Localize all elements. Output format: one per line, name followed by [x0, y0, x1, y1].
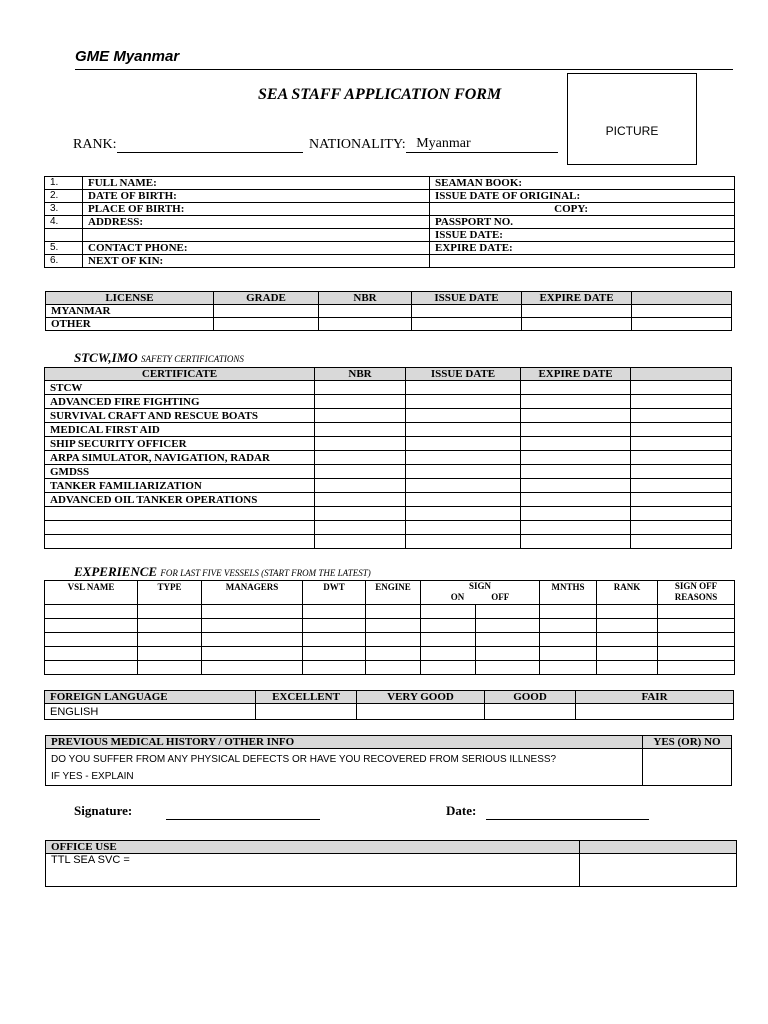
managers-cell[interactable]	[202, 647, 303, 661]
certificate-name: GMDSS	[45, 465, 315, 479]
expire-date-cell[interactable]	[521, 409, 631, 423]
engine-cell[interactable]	[366, 619, 421, 633]
nbr-header: NBR	[319, 292, 412, 305]
blank-cell[interactable]	[631, 423, 732, 437]
license-table	[45, 291, 732, 331]
table-row	[45, 479, 732, 493]
rank-cell[interactable]	[597, 661, 658, 675]
ttl-sea-svc: TTL SEA SVC =	[46, 854, 580, 887]
table-row	[45, 647, 735, 661]
rank-cell[interactable]	[597, 605, 658, 619]
issue-date-cell[interactable]	[406, 437, 521, 451]
type-cell[interactable]	[138, 647, 202, 661]
expire-date-cell[interactable]	[521, 465, 631, 479]
certificate-name: TANKER FAMILIARIZATION	[45, 479, 315, 493]
experience-table	[44, 580, 735, 675]
blank-cell[interactable]	[631, 381, 732, 395]
copy-field[interactable]: COPY:	[430, 203, 735, 216]
stcw-section-title	[74, 350, 244, 366]
sign-off-cell[interactable]	[476, 661, 540, 675]
certificates-table	[44, 367, 732, 549]
certificate-name: SHIP SECURITY OFFICER	[45, 437, 315, 451]
experience-subtitle: FOR LAST FIVE VESSELS (START FROM THE LATEST)	[160, 568, 371, 578]
type-header: TYPE	[138, 581, 202, 605]
form-title: SEA STAFF APPLICATION FORM	[258, 86, 502, 103]
row-number: 5.	[45, 242, 83, 255]
signature-row	[74, 803, 132, 819]
contact-phone-field[interactable]: CONTACT PHONE:	[83, 242, 430, 255]
blank-cell[interactable]	[631, 465, 732, 479]
very-good-cell[interactable]	[357, 704, 485, 720]
table-row	[45, 229, 735, 242]
blank-field[interactable]	[430, 255, 735, 268]
header-divider	[75, 69, 733, 70]
table-row	[45, 395, 732, 409]
issue-date-original-field[interactable]: ISSUE DATE OF ORIGINAL:	[430, 190, 735, 203]
grade-cell[interactable]	[214, 318, 319, 331]
mnths-cell[interactable]	[540, 605, 597, 619]
picture-label: PICTURE	[605, 124, 659, 138]
certificate-name: STCW	[45, 381, 315, 395]
certificate-name: ADVANCED OIL TANKER OPERATIONS	[45, 493, 315, 507]
nbr-cell[interactable]	[315, 451, 406, 465]
nationality-value: Myanmar	[416, 136, 471, 151]
expire-date-field[interactable]: EXPIRE DATE:	[430, 242, 735, 255]
expire-date-cell[interactable]	[521, 507, 631, 521]
blank-cell[interactable]	[631, 451, 732, 465]
table-row	[45, 381, 732, 395]
license-header: LICENSE	[46, 292, 214, 305]
sign-label: SIGN	[468, 581, 491, 591]
reasons-cell[interactable]	[658, 619, 735, 633]
vsl-name-cell[interactable]	[45, 619, 138, 633]
blank-cell[interactable]	[631, 437, 732, 451]
table-row	[46, 749, 732, 786]
blank-cell[interactable]	[632, 305, 732, 318]
blank-cell[interactable]	[631, 507, 732, 521]
foreign-language-header: FOREIGN LANGUAGE	[45, 691, 256, 704]
table-row	[45, 619, 735, 633]
table-row	[45, 255, 735, 268]
vsl-name-cell[interactable]	[45, 647, 138, 661]
certificate-name: ADVANCED FIRE FIGHTING	[45, 395, 315, 409]
nbr-cell[interactable]	[315, 493, 406, 507]
issue-date-cell[interactable]	[412, 305, 522, 318]
table-header-row	[46, 841, 737, 854]
mnths-header: MNTHS	[540, 581, 597, 605]
table-header-row	[45, 691, 734, 704]
table-header-row	[45, 581, 735, 605]
reasons-cell[interactable]	[658, 633, 735, 647]
table-row	[45, 409, 732, 423]
dwt-cell[interactable]	[303, 633, 366, 647]
sign-on-cell[interactable]	[421, 661, 476, 675]
table-row	[46, 854, 737, 887]
issue-date-cell[interactable]	[406, 479, 521, 493]
office-use-table	[45, 840, 737, 887]
engine-cell[interactable]	[366, 661, 421, 675]
medical-history-header: PREVIOUS MEDICAL HISTORY / OTHER INFO	[46, 736, 643, 749]
managers-cell[interactable]	[202, 633, 303, 647]
medical-explain: IF YES - EXPLAIN	[51, 771, 134, 782]
place-of-birth-field[interactable]: PLACE OF BIRTH:	[83, 203, 430, 216]
expire-date-header: EXPIRE DATE	[522, 292, 632, 305]
sign-on-cell[interactable]	[421, 633, 476, 647]
experience-title: EXPERIENCE	[74, 564, 158, 579]
date-label: Date:	[446, 803, 477, 818]
mnths-cell[interactable]	[540, 647, 597, 661]
vsl-name-cell[interactable]	[45, 633, 138, 647]
row-number: 4.	[45, 216, 83, 229]
expire-date-cell[interactable]	[521, 535, 631, 549]
excellent-header: EXCELLENT	[256, 691, 357, 704]
nbr-cell[interactable]	[315, 423, 406, 437]
table-row	[45, 203, 735, 216]
sign-off-cell[interactable]	[476, 619, 540, 633]
dwt-cell[interactable]	[303, 647, 366, 661]
fair-cell[interactable]	[576, 704, 734, 720]
issue-date-field[interactable]: ISSUE DATE:	[430, 229, 735, 242]
yes-no-cell[interactable]	[643, 749, 732, 786]
rank-label: RANK:	[73, 137, 117, 152]
row-number: 3.	[45, 203, 83, 216]
certificate-name: ARPA SIMULATOR, NAVIGATION, RADAR	[45, 451, 315, 465]
expire-date-cell[interactable]	[521, 423, 631, 437]
yes-no-header: YES (OR) NO	[643, 736, 732, 749]
blank-cell[interactable]	[632, 318, 732, 331]
engine-header: ENGINE	[366, 581, 421, 605]
nbr-cell[interactable]	[315, 479, 406, 493]
vsl-name-header: VSL NAME	[45, 581, 138, 605]
picture-box[interactable]	[567, 73, 697, 165]
personal-info-table	[44, 176, 735, 268]
office-use-blank-header	[580, 841, 737, 854]
reasons-cell[interactable]	[658, 647, 735, 661]
rank-row	[73, 136, 303, 153]
stcw-title: STCW,IMO	[74, 350, 138, 365]
sign-off-cell[interactable]	[476, 633, 540, 647]
nbr-cell[interactable]	[319, 305, 412, 318]
sign-header	[421, 581, 540, 605]
table-row	[45, 507, 732, 521]
mnths-cell[interactable]	[540, 619, 597, 633]
blank-cell[interactable]	[631, 409, 732, 423]
issue-date-cell[interactable]	[406, 451, 521, 465]
rank-cell[interactable]	[597, 619, 658, 633]
experience-section-title	[74, 564, 371, 580]
issue-date-cell[interactable]	[406, 493, 521, 507]
table-header-row	[46, 292, 732, 305]
issue-date-cell[interactable]	[412, 318, 522, 331]
sign-on-cell[interactable]	[421, 619, 476, 633]
nationality-row	[309, 136, 558, 153]
table-row	[45, 423, 732, 437]
engine-cell[interactable]	[366, 647, 421, 661]
issue-date-cell[interactable]	[406, 395, 521, 409]
blank-cell[interactable]	[631, 395, 732, 409]
issue-date-cell[interactable]	[406, 507, 521, 521]
issue-date-cell[interactable]	[406, 521, 521, 535]
grade-header: GRADE	[214, 292, 319, 305]
nbr-cell[interactable]	[315, 535, 406, 549]
table-row	[45, 177, 735, 190]
table-row	[45, 190, 735, 203]
rank-cell[interactable]	[597, 633, 658, 647]
reasons-cell[interactable]	[658, 605, 735, 619]
row-number: 1.	[45, 177, 83, 190]
nbr-cell[interactable]	[319, 318, 412, 331]
expire-date-cell[interactable]	[521, 381, 631, 395]
row-number	[45, 229, 83, 242]
row-number: 2.	[45, 190, 83, 203]
issue-date-cell[interactable]	[406, 423, 521, 437]
sign-off-label: OFF	[491, 592, 510, 602]
engine-cell[interactable]	[366, 605, 421, 619]
expire-date-cell[interactable]	[522, 305, 632, 318]
table-row	[45, 633, 735, 647]
type-cell[interactable]	[138, 661, 202, 675]
issue-date-header: ISSUE DATE	[406, 368, 521, 381]
type-cell[interactable]	[138, 605, 202, 619]
license-name: OTHER	[46, 318, 214, 331]
company-name: GME Myanmar	[75, 48, 180, 65]
blank-header	[632, 292, 732, 305]
table-row	[45, 493, 732, 507]
table-header-row	[45, 368, 732, 381]
table-row	[45, 521, 732, 535]
vsl-name-cell[interactable]	[45, 605, 138, 619]
row-number: 6.	[45, 255, 83, 268]
passport-no-field[interactable]: PASSPORT NO.	[430, 216, 735, 229]
dwt-header: DWT	[303, 581, 366, 605]
nbr-cell[interactable]	[315, 395, 406, 409]
dwt-cell[interactable]	[303, 661, 366, 675]
dwt-cell[interactable]	[303, 619, 366, 633]
sign-off-reasons-line1: SIGN OFF	[674, 581, 718, 591]
nationality-label: NATIONALITY:	[309, 137, 406, 152]
signature-label: Signature:	[74, 803, 133, 818]
expire-date-cell[interactable]	[521, 493, 631, 507]
issue-date-cell[interactable]	[406, 465, 521, 479]
language-table	[44, 690, 734, 720]
date-line[interactable]	[486, 819, 649, 820]
sign-on-cell[interactable]	[421, 647, 476, 661]
date-of-birth-field[interactable]: DATE OF BIRTH:	[83, 190, 430, 203]
issue-date-header: ISSUE DATE	[412, 292, 522, 305]
rank-header: RANK	[597, 581, 658, 605]
type-cell[interactable]	[138, 619, 202, 633]
reasons-cell[interactable]	[658, 661, 735, 675]
dwt-cell[interactable]	[303, 605, 366, 619]
sign-off-cell[interactable]	[476, 647, 540, 661]
table-row	[45, 216, 735, 229]
next-of-kin-field[interactable]: NEXT OF KIN:	[83, 255, 430, 268]
issue-date-cell[interactable]	[406, 535, 521, 549]
nbr-header: NBR	[315, 368, 406, 381]
medical-question: DO YOU SUFFER FROM ANY PHYSICAL DEFECTS OR HAVE YOU RECOVERED FROM SERIOUS ILLNESS?	[51, 754, 557, 765]
blank-cell[interactable]	[631, 493, 732, 507]
nbr-cell[interactable]	[315, 507, 406, 521]
sign-off-reasons-header	[658, 581, 735, 605]
blank-header	[631, 368, 732, 381]
excellent-cell[interactable]	[256, 704, 357, 720]
table-row	[46, 318, 732, 331]
very-good-header: VERY GOOD	[357, 691, 485, 704]
good-cell[interactable]	[485, 704, 576, 720]
table-row	[45, 535, 732, 549]
sign-on-label: ON	[450, 592, 465, 602]
sign-off-cell[interactable]	[476, 605, 540, 619]
expire-date-cell[interactable]	[521, 395, 631, 409]
office-use-header: OFFICE USE	[46, 841, 580, 854]
date-row	[446, 803, 476, 819]
managers-cell[interactable]	[202, 661, 303, 675]
table-row	[46, 305, 732, 318]
type-cell[interactable]	[138, 633, 202, 647]
managers-cell[interactable]	[202, 605, 303, 619]
sign-off-reasons-line2: REASONS	[674, 592, 718, 602]
managers-cell[interactable]	[202, 619, 303, 633]
blank-cell[interactable]	[631, 535, 732, 549]
table-row	[45, 465, 732, 479]
expire-date-cell[interactable]	[521, 521, 631, 535]
nbr-cell[interactable]	[315, 381, 406, 395]
medical-question-cell	[46, 749, 643, 786]
issue-date-cell[interactable]	[406, 409, 521, 423]
nbr-cell[interactable]	[315, 521, 406, 535]
mnths-cell[interactable]	[540, 633, 597, 647]
office-use-cell[interactable]	[580, 854, 737, 887]
sign-on-cell[interactable]	[421, 605, 476, 619]
issue-date-cell[interactable]	[406, 381, 521, 395]
blank-cell[interactable]	[631, 521, 732, 535]
table-row	[45, 704, 734, 720]
mnths-cell[interactable]	[540, 661, 597, 675]
language-name: ENGLISH	[45, 704, 256, 720]
nbr-cell[interactable]	[315, 437, 406, 451]
stcw-subtitle: SAFETY CERTIFICATIONS	[140, 354, 244, 364]
certificate-name	[45, 521, 315, 535]
expire-date-cell[interactable]	[521, 451, 631, 465]
table-row	[45, 437, 732, 451]
license-name: MYANMAR	[46, 305, 214, 318]
signature-line[interactable]	[166, 819, 320, 820]
certificate-name	[45, 535, 315, 549]
table-row	[45, 451, 732, 465]
nbr-cell[interactable]	[315, 409, 406, 423]
table-row	[45, 661, 735, 675]
nbr-cell[interactable]	[315, 465, 406, 479]
medical-table	[45, 735, 732, 786]
full-name-field[interactable]: FULL NAME:	[83, 177, 430, 190]
grade-cell[interactable]	[214, 305, 319, 318]
vsl-name-cell[interactable]	[45, 661, 138, 675]
certificate-name: SURVIVAL CRAFT AND RESCUE BOATS	[45, 409, 315, 423]
table-row	[45, 605, 735, 619]
rank-field[interactable]	[117, 136, 303, 153]
certificate-name: MEDICAL FIRST AID	[45, 423, 315, 437]
expire-date-cell[interactable]	[521, 437, 631, 451]
expire-date-header: EXPIRE DATE	[521, 368, 631, 381]
blank-cell[interactable]	[631, 479, 732, 493]
certificate-header: CERTIFICATE	[45, 368, 315, 381]
certificate-name	[45, 507, 315, 521]
table-header-row	[46, 736, 732, 749]
fair-header: FAIR	[576, 691, 734, 704]
address-field-continued[interactable]	[83, 229, 430, 242]
expire-date-cell[interactable]	[521, 479, 631, 493]
table-row	[45, 242, 735, 255]
rank-cell[interactable]	[597, 647, 658, 661]
managers-header: MANAGERS	[202, 581, 303, 605]
engine-cell[interactable]	[366, 633, 421, 647]
seaman-book-field[interactable]: SEAMAN BOOK:	[430, 177, 735, 190]
expire-date-cell[interactable]	[522, 318, 632, 331]
address-field[interactable]: ADDRESS:	[83, 216, 430, 229]
good-header: GOOD	[485, 691, 576, 704]
nationality-field[interactable]	[406, 136, 558, 153]
